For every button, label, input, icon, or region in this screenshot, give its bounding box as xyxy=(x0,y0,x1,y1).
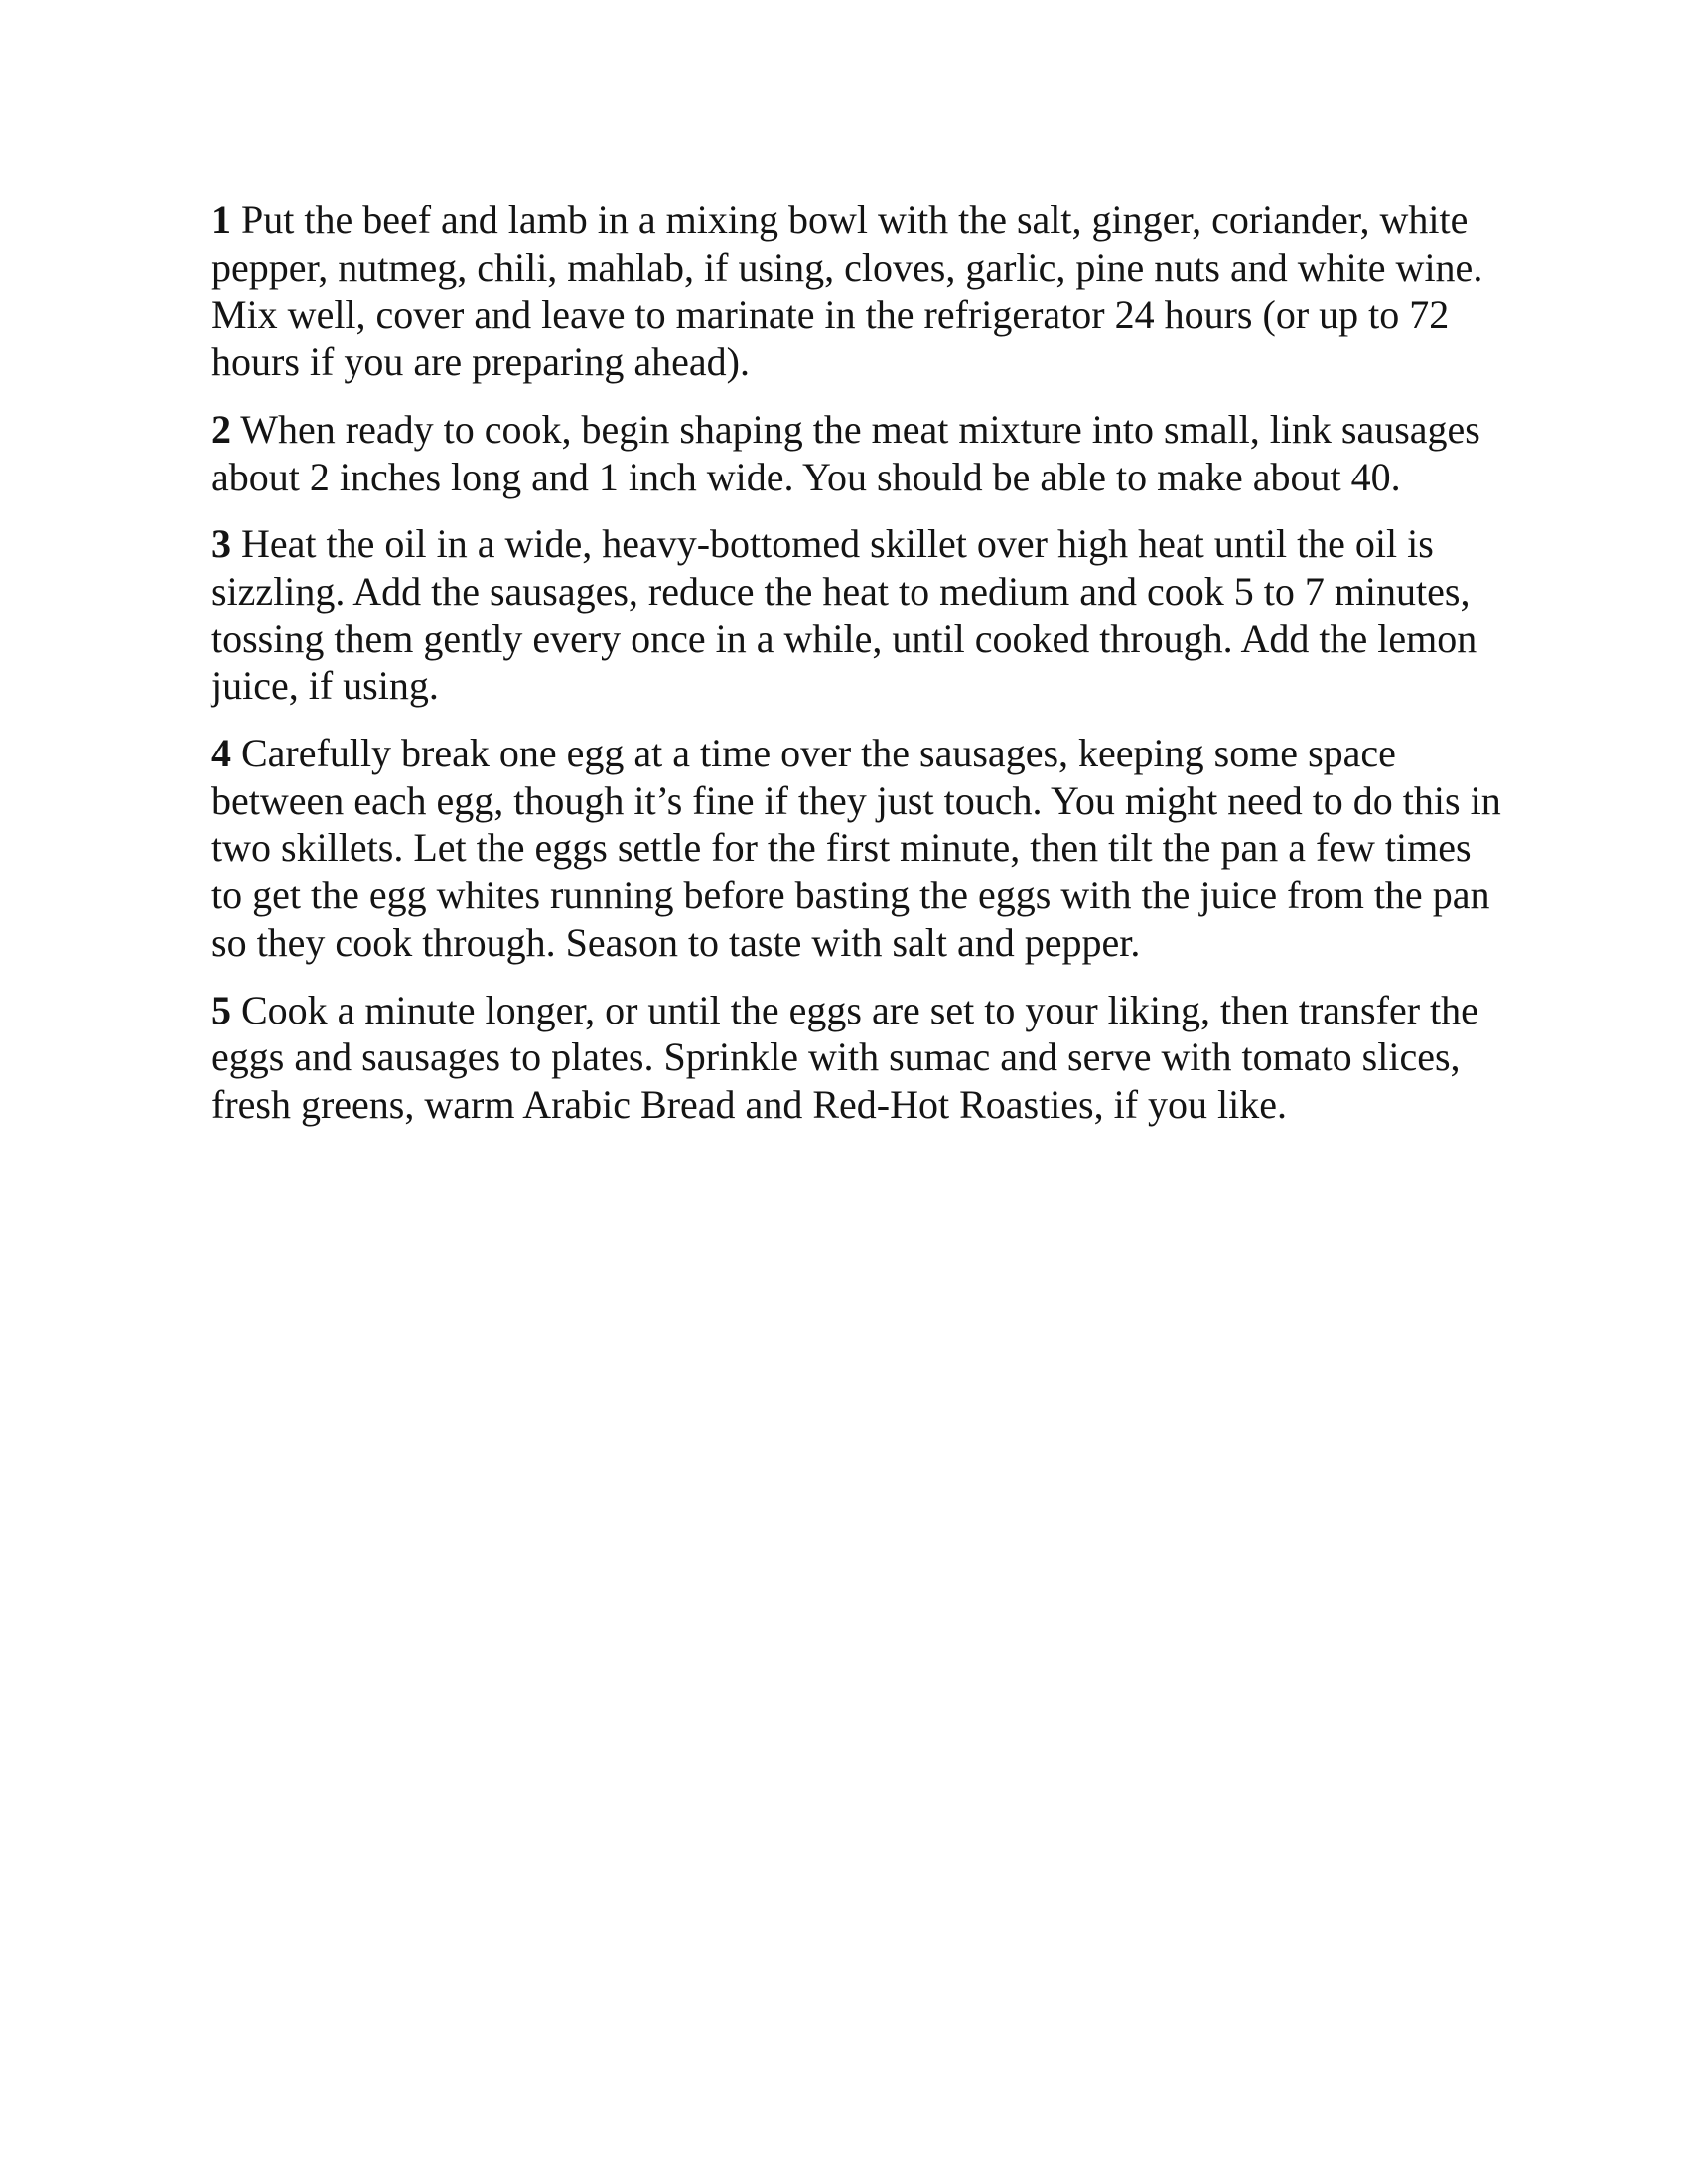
step-text: Heat the oil in a wide, heavy-bottomed skillet over high heat until the oil is sizzling. Add the sausages, reduce the heat to medium and cook 5 to 7 minutes, tossing them gently every once in a while, until cooked through. Add the lemon juice, if using. xyxy=(211,521,1477,709)
step-number: 2 xyxy=(211,406,231,452)
recipe-step-5 xyxy=(211,987,1502,1129)
step-number: 4 xyxy=(211,731,231,776)
recipe-step-2 xyxy=(211,406,1502,500)
recipe-steps xyxy=(211,197,1502,1149)
step-number: 1 xyxy=(211,198,231,242)
step-text: When ready to cook, begin shaping the meat mixture into small, link sausages about 2 inches long and 1 inch wide. You should be able to make about 40. xyxy=(211,406,1480,499)
step-text: Carefully break one egg at a time over the sausages, keeping some space between each egg, though it’s fine if they just touch. You might need to do this in two skillets. Let the eggs settle for the first minute, then tilt the pan a few times to get the egg whites running before basting the eggs with the juice from the pan so they cook through. Season to taste with salt and pepper. xyxy=(211,731,1501,965)
step-text: Put the beef and lamb in a mixing bowl with the salt, ginger, coriander, white pepper, nutmeg, chili, mahlab, if using, cloves, garlic, pine nuts and white wine. Mix well, cover and leave to marinate in the refrigerator 24 hours (or up to 72 hours if you are preparing ahead). xyxy=(211,198,1483,385)
step-number: 3 xyxy=(211,521,231,567)
recipe-step-1 xyxy=(211,197,1502,386)
step-number: 5 xyxy=(211,987,231,1032)
recipe-step-4 xyxy=(211,730,1502,967)
recipe-step-3 xyxy=(211,520,1502,710)
step-text: Cook a minute longer, or until the eggs are set to your liking, then transfer the eggs and sausages to plates. Sprinkle with sumac and serve with tomato slices, fresh greens, warm Arabic Bread and Red-Hot Roasties, if you like. xyxy=(211,987,1478,1127)
